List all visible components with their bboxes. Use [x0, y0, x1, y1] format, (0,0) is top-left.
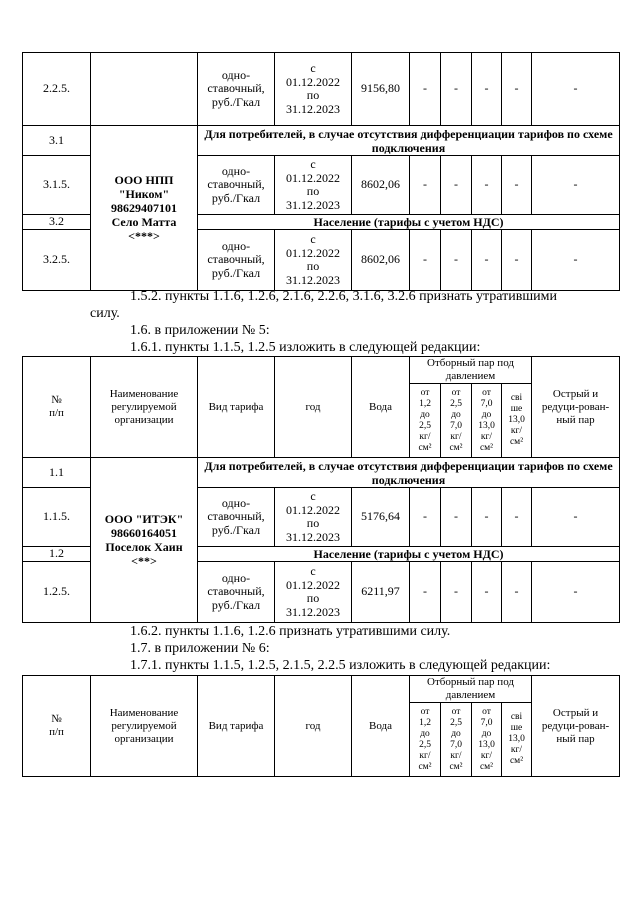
steam-value: -: [502, 53, 532, 126]
row-number: 3.2.5.: [23, 230, 91, 291]
header-steam-3: от 7,0 до 13,0 кг/ см²: [472, 703, 502, 777]
row-number: 3.2: [23, 215, 91, 230]
acute-steam-value: -: [532, 488, 620, 547]
section-heading: Население (тарифы с учетом НДС): [198, 215, 620, 230]
steam-value: -: [410, 488, 441, 547]
table-header-row: [23, 357, 620, 384]
steam-value: -: [441, 562, 472, 623]
header-organization: Наименование регулируемой организации: [91, 676, 198, 777]
header-steam: Отборный пар под давлением: [410, 676, 532, 703]
steam-value: -: [441, 156, 472, 215]
tariff-table-2: [22, 356, 620, 623]
organization-name: ООО НПП "Ником" 98629407101 Село Матта <***>: [91, 126, 198, 291]
acute-steam-value: -: [532, 53, 620, 126]
header-number: № п/п: [23, 357, 91, 458]
header-acute-steam: Острый и редуци-рован- ный пар: [532, 357, 620, 458]
header-steam: Отборный пар под давлением: [410, 357, 532, 384]
tariff-period: с 01.12.2022 по 31.12.2023: [275, 488, 352, 547]
header-organization: Наименование регулируемой организации: [91, 357, 198, 458]
tariff-period: с 01.12.2022 по 31.12.2023: [275, 230, 352, 291]
header-steam-2: от 2,5 до 7,0 кг/ см²: [441, 703, 472, 777]
header-acute-steam: Острый и редуци-рован- ный пар: [532, 676, 620, 777]
table-row: [23, 126, 620, 156]
header-tariff-type: Вид тарифа: [198, 357, 275, 458]
table-row: [23, 53, 620, 126]
header-tariff-type: Вид тарифа: [198, 676, 275, 777]
row-number: 1.2: [23, 547, 91, 562]
steam-value: -: [472, 562, 502, 623]
tariff-table-1: [22, 52, 620, 291]
paragraph-1-7-1: 1.7.1. пункты 1.1.5, 1.2.5, 2.1.5, 2.2.5 изложить в следующей редакции:: [130, 658, 551, 673]
steam-value: -: [441, 230, 472, 291]
water-value: 8602,06: [352, 156, 410, 215]
steam-value: -: [472, 156, 502, 215]
row-number: 1.1: [23, 458, 91, 488]
steam-value: -: [410, 562, 441, 623]
header-water: Вода: [352, 676, 410, 777]
steam-value: -: [502, 156, 532, 215]
paragraph-1-5-2-cont: силу.: [90, 306, 120, 321]
header-number: № п/п: [23, 676, 91, 777]
steam-value: -: [502, 562, 532, 623]
paragraph-1-5-2: 1.5.2. пункты 1.1.6, 1.2.6, 2.1.6, 2.2.6, 3.1.6, 3.2.6 признать утратившими: [130, 289, 557, 304]
section-heading: Население (тарифы с учетом НДС): [198, 547, 620, 562]
steam-value: -: [502, 488, 532, 547]
tariff-type: одно- ставочный, руб./Гкал: [198, 488, 275, 547]
steam-value: -: [410, 230, 441, 291]
steam-value: -: [472, 230, 502, 291]
row-number: 2.2.5.: [23, 53, 91, 126]
acute-steam-value: -: [532, 562, 620, 623]
row-number: 3.1.5.: [23, 156, 91, 215]
acute-steam-value: -: [532, 156, 620, 215]
tariff-type: одно- ставочный, руб./Гкал: [198, 53, 275, 126]
tariff-type: одно- ставочный, руб./Гкал: [198, 562, 275, 623]
section-heading: Для потребителей, в случае отсутствия дифференциации тарифов по схеме подключения: [198, 126, 620, 156]
header-steam-1: от 1,2 до 2,5 кг/ см²: [410, 703, 441, 777]
tariff-period: с 01.12.2022 по 31.12.2023: [275, 53, 352, 126]
row-number: 3.1: [23, 126, 91, 156]
paragraph-1-6: 1.6. в приложении № 5:: [130, 323, 270, 338]
row-number: 1.1.5.: [23, 488, 91, 547]
tariff-type: одно- ставочный, руб./Гкал: [198, 156, 275, 215]
header-steam-4: сві ше 13,0 кг/ см²: [502, 703, 532, 777]
section-heading: Для потребителей, в случае отсутствия дифференциации тарифов по схеме подключения: [198, 458, 620, 488]
steam-value: -: [472, 488, 502, 547]
header-water: Вода: [352, 357, 410, 458]
steam-value: -: [410, 156, 441, 215]
table-row: [23, 458, 620, 488]
header-year: год: [275, 357, 352, 458]
paragraph-1-7: 1.7. в приложении № 6:: [130, 641, 270, 656]
row-number: 1.2.5.: [23, 562, 91, 623]
water-value: 9156,80: [352, 53, 410, 126]
tariff-period: с 01.12.2022 по 31.12.2023: [275, 156, 352, 215]
header-steam-4: сві ше 13,0 кг/ см²: [502, 384, 532, 458]
steam-value: -: [441, 53, 472, 126]
water-value: 5176,64: [352, 488, 410, 547]
paragraph-1-6-1: 1.6.1. пункты 1.1.5, 1.2.5 изложить в следующей редакции:: [130, 340, 481, 355]
header-year: год: [275, 676, 352, 777]
steam-value: -: [502, 230, 532, 291]
header-steam-2: от 2,5 до 7,0 кг/ см²: [441, 384, 472, 458]
paragraph-1-6-2: 1.6.2. пункты 1.1.6, 1.2.6 признать утратившими силу.: [130, 624, 451, 639]
water-value: 6211,97: [352, 562, 410, 623]
steam-value: -: [441, 488, 472, 547]
acute-steam-value: -: [532, 230, 620, 291]
steam-value: -: [410, 53, 441, 126]
organization-name: ООО "ИТЭК" 98660164051 Поселок Хаин <**>: [91, 458, 198, 623]
steam-value: -: [472, 53, 502, 126]
header-steam-3: от 7,0 до 13,0 кг/ см²: [472, 384, 502, 458]
tariff-period: с 01.12.2022 по 31.12.2023: [275, 562, 352, 623]
header-steam-1: от 1,2 до 2,5 кг/ см²: [410, 384, 441, 458]
table-header-row: [23, 676, 620, 703]
tariff-table-3: [22, 675, 620, 777]
tariff-type: одно- ставочный, руб./Гкал: [198, 230, 275, 291]
water-value: 8602,06: [352, 230, 410, 291]
